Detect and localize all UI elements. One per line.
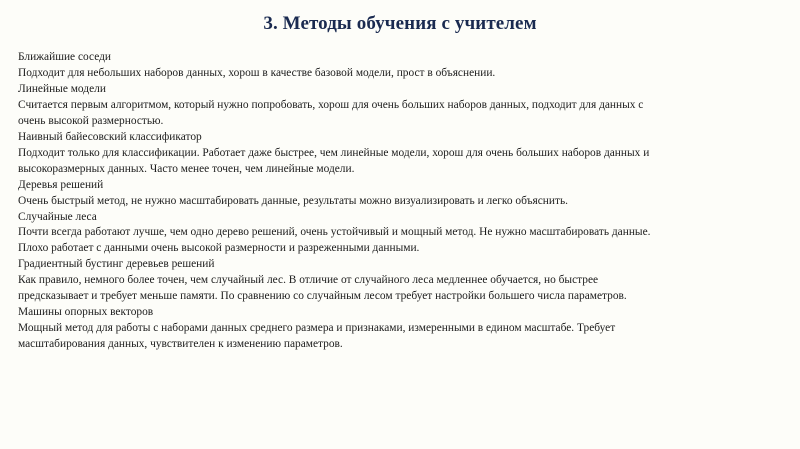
section-text: Плохо работает с данными очень высокой размерности и разреженными данными.: [18, 242, 420, 255]
section-text: Очень быстрый метод, не нужно масштабировать данные, результаты можно визуализировать и легко объяснить.: [18, 194, 569, 207]
section-text: Подходит только для классификации. Работает даже быстрее, чем линейные модели, хорош для очень больших наборов данных и: [18, 146, 650, 159]
section-linear-models: [18, 82, 788, 130]
slide-title: 3. Методы обучения с учителем: [263, 13, 537, 34]
section-heading: Случайные леса: [18, 210, 97, 223]
section-text: Почти всегда работают лучше, чем одно дерево решений, очень устойчивый и мощный метод. Не нужно масштабировать данные.: [18, 226, 651, 239]
section-text: высокоразмерных данных. Часто менее точен, чем линейные модели.: [18, 162, 355, 175]
section-text: предсказывает и требует меньше памяти. По сравнению со случайным лесом требует настройки большего числа параметров.: [18, 290, 627, 303]
section-nearest-neighbors: [18, 50, 788, 82]
section-text: Считается первым алгоритмом, который нужно попробовать, хорош для очень больших наборов данных, подходит для данных с: [18, 98, 644, 111]
section-text: масштабирования данных, чувствителен к изменению параметров.: [18, 338, 343, 351]
section-heading: Линейные модели: [18, 82, 106, 95]
slide-body: [18, 50, 788, 353]
section-heading: Градиентный бустинг деревьев решений: [18, 258, 215, 271]
section-gradient-boosting: [18, 257, 788, 305]
section-text: Подходит для небольших наборов данных, хорош в качестве базовой модели, прост в объяснении.: [18, 66, 496, 79]
section-heading: Деревья решений: [18, 178, 104, 191]
section-decision-trees: [18, 178, 788, 210]
section-random-forests: [18, 210, 788, 258]
section-heading: Ближайшие соседи: [18, 51, 111, 63]
section-text: Как правило, немного более точен, чем случайный лес. В отличие от случайного леса медленнее обучается, но быстрее: [18, 274, 599, 287]
section-heading: Машины опорных векторов: [18, 306, 154, 319]
section-text: очень высокой размерностью.: [18, 114, 164, 127]
section-heading: Наивный байесовский классификатор: [18, 130, 202, 143]
section-text: Мощный метод для работы с наборами данных среднего размера и признаками, измеренными в едином масштабе. Требует: [18, 322, 616, 335]
section-naive-bayes: [18, 130, 788, 178]
section-svm: [18, 305, 788, 353]
